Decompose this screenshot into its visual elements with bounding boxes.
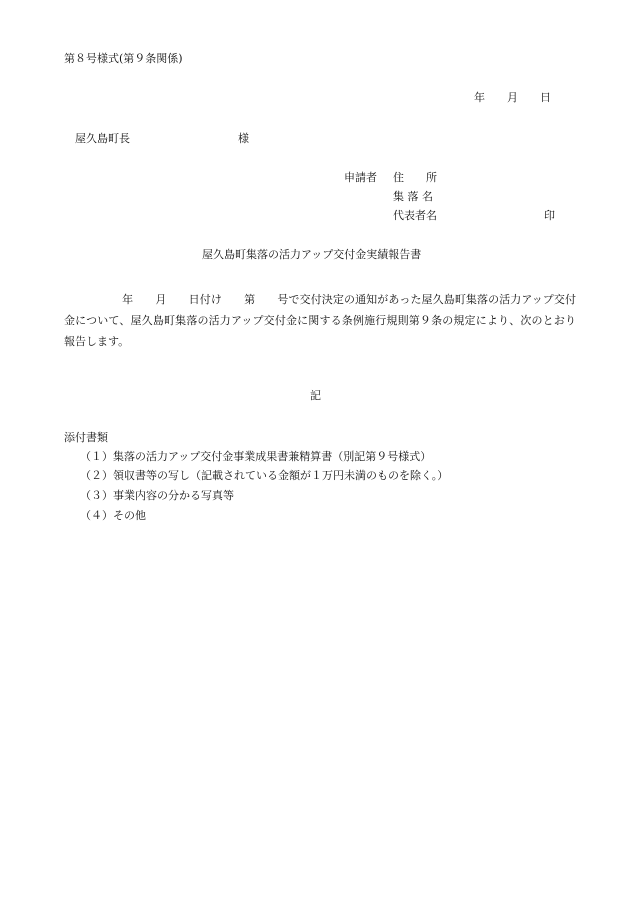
attachment-item: （１）集落の活力アップ交付金事業成果書兼精算書（別記第９号様式） [80, 450, 432, 463]
body-text: 年 月 日付け 第 号で交付決定の通知があった屋久島町集落の活力アップ交付金について、屋久島町集落の活力アップ交付金に関する条例施行規則第９条の規定により、次のとおり報告します。 [64, 293, 576, 348]
attachment-item: （３）事業内容の分かる写真等 [80, 489, 234, 502]
body-paragraph [64, 289, 576, 352]
ki-heading: 記 [310, 389, 321, 402]
representative-label: 代表者名 [393, 209, 437, 222]
attachments-heading: 添付書類 [64, 431, 108, 444]
honorific: 様 [238, 132, 249, 145]
document-title: 屋久島町集落の活力アップ交付金実績報告書 [202, 248, 422, 261]
attachment-item: （４）その他 [80, 509, 146, 522]
community-name-label: 集 落 名 [393, 190, 433, 203]
seal-mark: 印 [544, 209, 555, 222]
applicant-label: 申請者 [344, 171, 377, 184]
form-number: 第８号様式(第９条関係) [64, 52, 183, 65]
date-line: 年 月 日 [474, 91, 551, 104]
addressee: 屋久島町長 [75, 132, 130, 145]
address-label: 住 所 [393, 171, 437, 184]
attachment-item: （２）領収書等の写し（記載されている金額が１万円未満のものを除く。） [80, 469, 449, 482]
